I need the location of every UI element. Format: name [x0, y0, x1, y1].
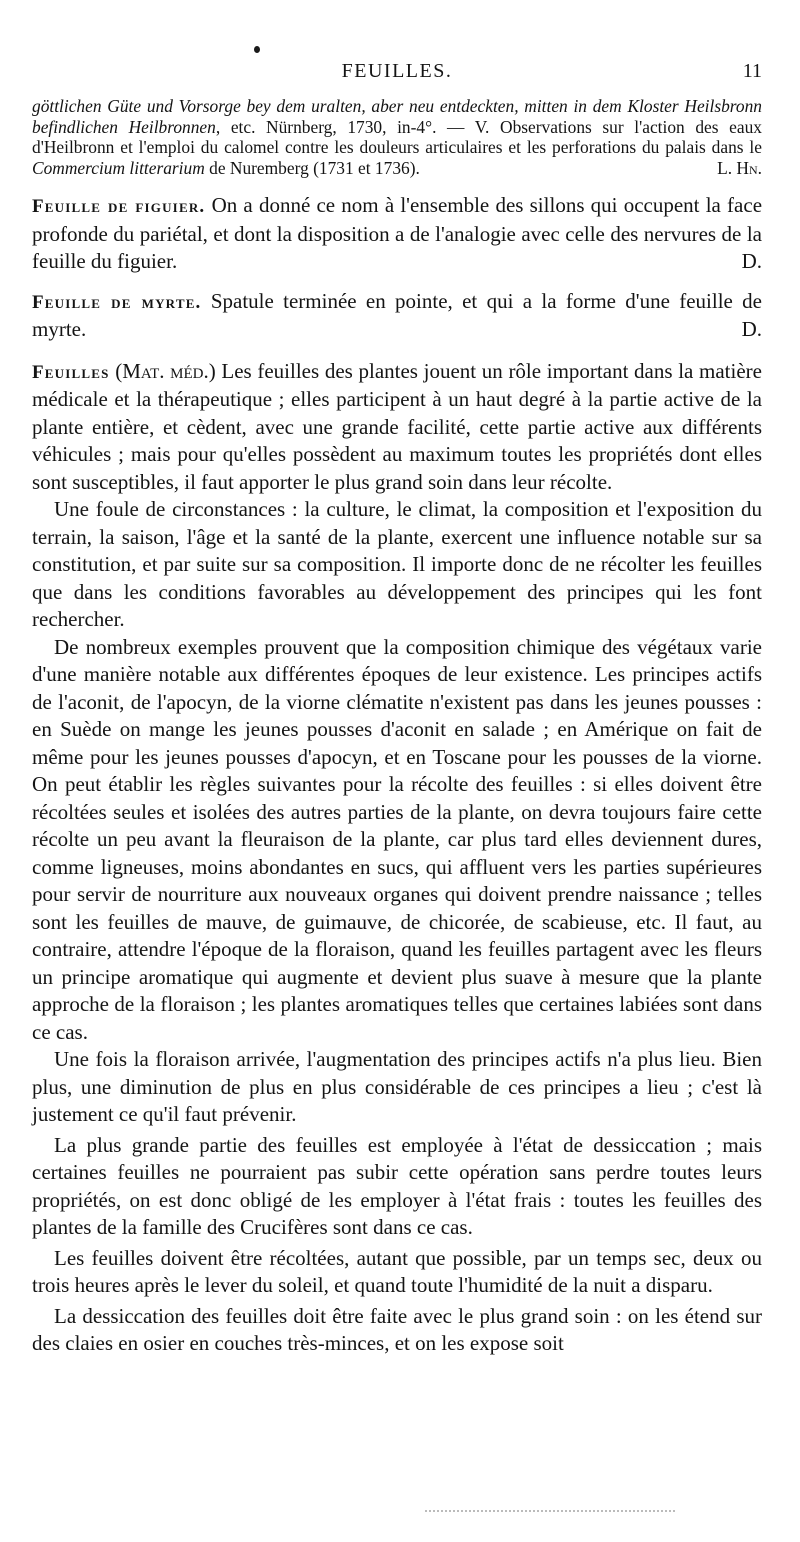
print-specks	[425, 1510, 675, 1516]
running-title: FEUILLES.	[341, 60, 453, 82]
headword: Feuille de figuier.	[32, 196, 206, 217]
german-title: göttlichen Güte und Vorsorge bey dem uralten, aber neu entdeckten, mitten in dem Kloster Heilsbronn befindlichen Heilbronnen	[32, 96, 762, 137]
entry-feuille-de-myrte	[32, 288, 762, 344]
paragraph: De nombreux exemples prouvent que la composition chimique des végétaux varie d'une manière notable aux différentes époques de leur existence. Les principes actifs de l'aconit, de l'apocyn, de la viorne clématite n'existent pas dans les jeunes pousses : en Suède on mange les jeunes pousses d'aconit en salade ; en Amérique on fait de même pour les jeunes pousses d'apocyn, et en Toscane pour les pousses de la viorne. On peut établir les règles suivantes pour la récolte des feuilles : si elles doivent être récoltées seules et isolées des autres parties de la plante, on devra toujours faire cette récolte un peu avant la fleuraison de la plante, car plus tard elles deviennent dures, comme ligneuses, moins abondantes en sucs, qui affluent vers les parties supérieures pour servir de nourriture aux nouveaux organes qui doivent prendre naissance ; telles sont les feuilles de mauve, de guimauve, de chicorée, de scabieuse, etc. Il faut, au contraire, attendre l'époque de la floraison, quand les feuilles partagent avec les fleurs un principe aromatique qui augmente et devient plus suave à mesure que la plante approche de la floraison ; les plantes aromatiques telles que certaines labiées sont dans ce cas.	[32, 634, 762, 1044]
paragraph: Les feuilles doivent être récoltées, autant que possible, par un temps sec, deux ou trois heures après le lever du soleil, et quand toute l'humidité de la nuit a disparu.	[32, 1245, 762, 1297]
page-number: 11	[742, 60, 762, 82]
journal-title: Commercium litterarium	[32, 157, 205, 178]
entry-feuille-de-figuier	[32, 192, 762, 276]
paragraph: Une foule de circonstances : la culture, le climat, la composition et l'exposition du terrain, la saison, l'âge et la santé de la plante, exercent une influence notable sur sa constitution, et par suite sur sa composition. Il importe donc de ne récolter les feuilles que dans les conditions favorables au développement des principes qui les font rechercher.	[32, 497, 762, 631]
headword: Feuille de myrte.	[32, 291, 202, 313]
entry-text: On a donné ce nom à l'ensemble des sillons qui occupent la face profonde du pariétal, et dont la disposition a de l'analogie avec celle des nervures de la feuille du figuier.	[32, 193, 763, 273]
headword: Feuilles	[32, 361, 110, 383]
paragraph: Une fois la floraison arrivée, l'augmentation des principes actifs n'a plus lieu. Bien plus, une diminution de plus en plus considérable de ces principes a lieu ; c'est là justement ce qu'il faut prévenir.	[32, 1047, 762, 1126]
paren-close: )	[208, 358, 222, 383]
author-signature: D.	[741, 317, 762, 341]
continuation-paragraph	[32, 96, 762, 178]
author-signature: L. Hn.	[717, 157, 762, 178]
entry-text: Les feuilles des plantes jouent un rôle important dans la matière médicale et la thérapeutique ; elles participent à un haut degré à la partie active de la plante entière, et cèdent, avec une grande facilité, cette partie active aux différents véhicules ; mais pour qu'elles possèdent au maximum toutes les propriétés dont elles sont susceptibles, il faut apporter le plus grand soin dans leur récolte.	[32, 358, 762, 494]
author-signature: D.	[741, 249, 762, 273]
entry-feuilles-intro	[32, 358, 762, 497]
subject-label: Mat. méd.	[122, 358, 209, 383]
paragraph: La dessiccation des feuilles doit être faite avec le plus grand soin : on les étend sur des claies en osier en couches très-minces, et on les expose soit	[32, 1303, 762, 1355]
page-body	[32, 96, 762, 1358]
paragraph: La plus grande partie des feuilles est employée à l'état de dessiccation ; mais certaines feuilles ne pourraient pas subir cette opération sans perdre toutes leurs propriétés, on est donc obligé de les employer à l'état frais : toutes les feuilles des plantes de la famille des Crucifères sont dans ce cas.	[32, 1132, 762, 1239]
entry-text: Spatule terminée en pointe, et qui a la forme d'une feuille de myrte.	[32, 288, 762, 341]
continuation-text-b: de Nuremberg (1731 et 1736).	[204, 157, 420, 178]
page-header	[32, 60, 762, 88]
paren-open: (	[109, 358, 123, 383]
continuation-text-a: , etc. Nürnberg, 1730, in-4°. — V. Observations sur l'action des eaux d'Heilbronn et l'emploi du calomel contre les douleurs articulaires et les perforations du palais dans le	[32, 116, 762, 157]
print-speck	[254, 46, 260, 53]
